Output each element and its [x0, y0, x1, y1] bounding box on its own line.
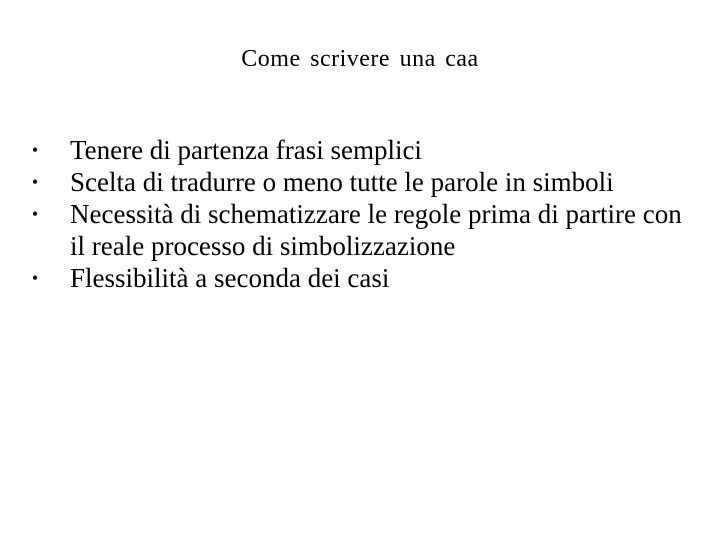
bullet-text: Necessità di schematizzare le regole prima di partire con il reale processo di simbolizzazione	[70, 199, 682, 261]
bullet-item	[28, 198, 688, 262]
bullet-text: Tenere di partenza frasi semplici	[70, 135, 422, 165]
bullet-text: Scelta di tradurre o meno tutte le parole in simboli	[70, 167, 614, 197]
bullet-icon: •	[31, 204, 39, 224]
bullet-icon: •	[31, 140, 39, 160]
bullet-item	[28, 134, 688, 166]
bullet-icon: •	[31, 172, 39, 192]
bullet-text: Flessibilità a seconda dei casi	[70, 263, 390, 293]
slide-title: Come scrivere una caa	[241, 46, 479, 72]
bullet-icon: •	[31, 268, 39, 288]
bullet-list	[28, 134, 688, 294]
bullet-item	[28, 262, 688, 294]
bullet-item	[28, 166, 688, 198]
